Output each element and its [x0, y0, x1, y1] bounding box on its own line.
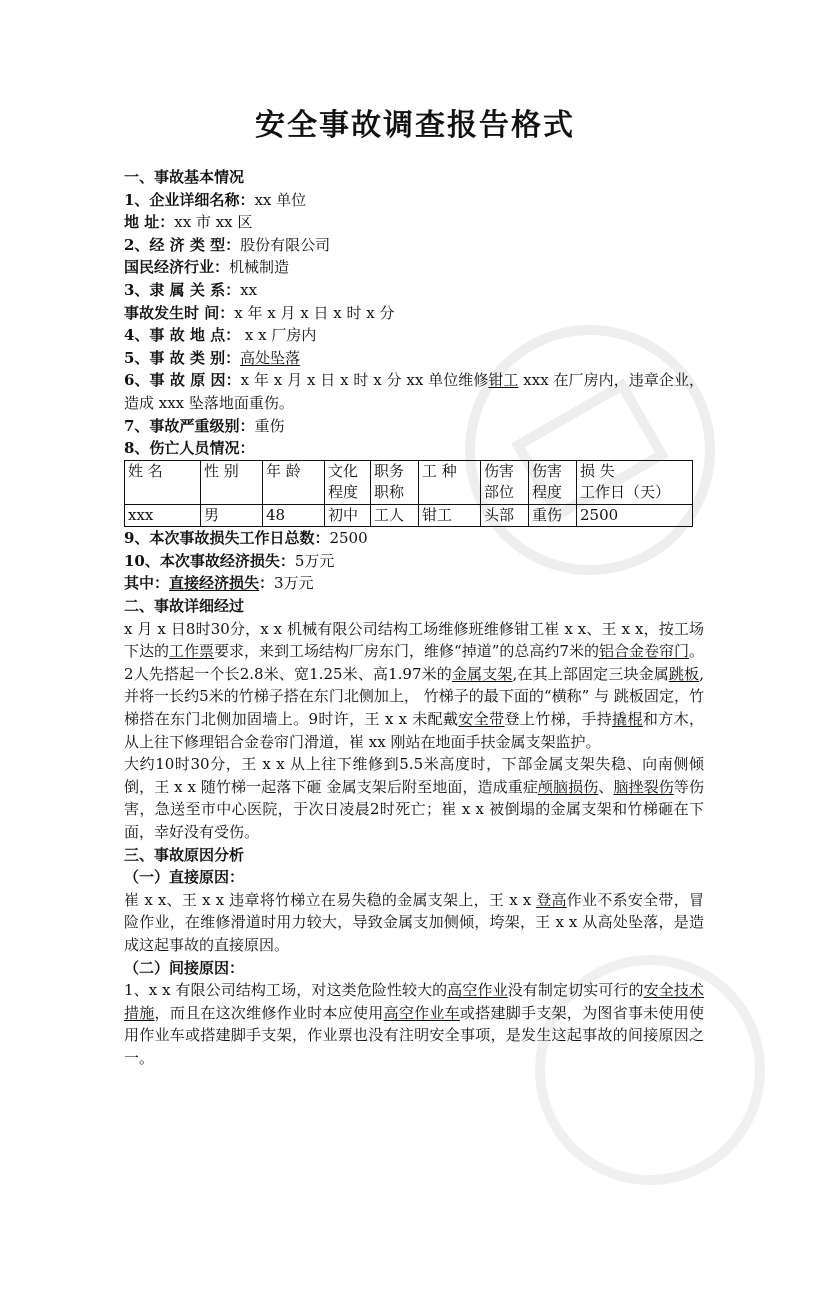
- term-brain-contusion: 脑挫裂伤: [613, 777, 674, 796]
- cause-term: 钳工: [488, 371, 519, 390]
- details-paragraph-2: 大约10时30分，王 x x 从上往下维修到5.5米高度时，下部金属支架失稳、向南侧倾倒，王 x x 随竹梯一起落下砸 金属支架后附至地面，造成重症颅脑损伤、脑挫裂伤等伤害，急送至市中心医院，于次日凌晨2时死亡；崔 x x 被倒塌的金属支架和竹梯砸在下面，幸好没有受伤。: [124, 755, 704, 841]
- field-value: 重伤: [254, 416, 285, 435]
- subheading-indirect-cause: （二）间接原因：: [124, 958, 245, 977]
- table-cell: 2500: [577, 504, 693, 527]
- table-cell: 工人: [371, 504, 419, 527]
- table-header-cell: 伤害 部位: [481, 460, 529, 504]
- field-label: 4、事 故 地 点：: [124, 326, 241, 345]
- field-value: 股份有限公司: [240, 235, 331, 254]
- field-label: 1、企业详细名称：: [124, 190, 255, 209]
- field-label: 6、事 故 原 因：: [124, 371, 241, 390]
- term-safety-belt: 安全带: [458, 709, 505, 728]
- table-header-cell: 伤害 程度: [529, 460, 577, 504]
- field-label: 其中：: [124, 574, 170, 593]
- field-label: 地 址：: [124, 213, 175, 232]
- table-header-cell: 姓 名: [125, 460, 201, 504]
- field-value: x x 厂房内: [240, 326, 317, 345]
- casualty-table: [124, 460, 693, 528]
- field-value: 机械制造: [229, 258, 290, 277]
- field-value: xx: [240, 280, 258, 299]
- field-industry: [124, 256, 704, 279]
- term-aerial-work-vehicle: 高空作业车: [383, 1003, 460, 1022]
- table-header-cell: 文化 程度: [325, 460, 371, 504]
- field-economic-loss: [124, 550, 704, 573]
- document-title: 安全事故调查报告格式: [255, 108, 575, 143]
- field-label: 9、本次事故损失工作日总数：: [124, 529, 330, 548]
- field-label: 事故发生时 间：: [124, 303, 235, 322]
- field-label: ：: [259, 574, 275, 593]
- table-cell: 重伤: [529, 504, 577, 527]
- document-body: [124, 166, 704, 1069]
- table-cell: 初中: [325, 504, 371, 527]
- term-metal-frame: 金属支架: [451, 664, 513, 683]
- section-heading-basic-info: 一、事故基本情况: [124, 168, 245, 186]
- cause-text: x 年 x 月 x 日 x 时 x 分 xx 单位维修: [240, 371, 489, 390]
- section-heading-cause-analysis: 三、事故原因分析: [124, 845, 245, 864]
- direct-cause-paragraph: 崔 x x、王 x x 违章将竹梯立在易失稳的金属支架上，王 x x 登高作业不系安全带，冒险作业，在维修滑道时用力较大，导致金属支加侧倾，垮架，王 x x 从高处坠落，是造成这起事故的直接原因。: [124, 890, 704, 954]
- cause-text: xxx 在厂房内，违章企业，造成 xxx 坠落地面重伤。: [124, 371, 704, 412]
- field-direct-loss: [124, 572, 704, 595]
- term-safety-measures: 安全技术措施: [124, 981, 704, 1022]
- field-value: xx 单位: [254, 190, 307, 209]
- field-economic-type: [124, 234, 704, 257]
- field-enterprise-name: [124, 189, 704, 212]
- field-casualties: [124, 437, 704, 460]
- term-work-ticket: 工作票: [169, 642, 215, 661]
- section-heading-details: 二、事故详细经过: [124, 597, 245, 615]
- table-header-cell: 工 种: [419, 460, 481, 504]
- table-header-row: [125, 460, 693, 504]
- field-value: 3万元: [274, 574, 314, 593]
- field-label: 7、事故严重级别：: [124, 416, 255, 435]
- table-header-cell: 职务 职称: [371, 460, 419, 504]
- field-value: 高处坠落: [240, 348, 301, 367]
- subheading-direct-cause: （一）直接原因：: [124, 868, 245, 887]
- field-value: xx 市 xx 区: [174, 213, 253, 232]
- table-header-cell: 年 龄: [263, 460, 325, 504]
- table-row: [125, 504, 693, 527]
- field-incident-location: [124, 324, 704, 347]
- term-high-altitude-work: 高空作业: [447, 981, 508, 1000]
- field-severity: [124, 415, 704, 438]
- indirect-cause-paragraph: 1、x x 有限公司结构工场，对这类危险性较大的高空作业没有制定切实可行的安全技术措施，而且在这次维修作业时本应使用高空作业车或搭建脚手支架，为图省事未使用使用作业车或搭建脚手支架，作业票也没有注明安全事项，是发生这起事故的间接原因之一。: [124, 981, 704, 1067]
- term-crowbar: 撬棍: [612, 709, 643, 728]
- table-cell: 头部: [481, 504, 529, 527]
- field-incident-cause: [124, 369, 704, 414]
- term-rolling-door: 铝合金卷帘门: [598, 642, 689, 661]
- field-value: x 年 x 月 x 日 x 时 x 分: [234, 303, 395, 322]
- field-label: 5、事 故 类 别：: [124, 348, 241, 367]
- field-label: 10、本次事故经济损失：: [124, 551, 295, 570]
- table-cell: 48: [263, 504, 325, 527]
- term-springboard: 跳板: [668, 664, 700, 683]
- field-label: 8、伤亡人员情况：: [124, 439, 255, 458]
- field-lost-workdays: [124, 527, 704, 550]
- table-cell: 男: [201, 504, 263, 527]
- field-label: 2、经 济 类 型：: [124, 235, 241, 254]
- table-cell: 钳工: [419, 504, 481, 527]
- table-header-cell: 性 别: [201, 460, 263, 504]
- field-value: 5万元: [294, 551, 335, 570]
- field-label-term: 直接经济损失: [169, 574, 260, 593]
- table-header-cell: 损 失 工作日（天）: [577, 460, 693, 504]
- field-value: 2500: [329, 529, 368, 548]
- field-incident-time: [124, 302, 704, 325]
- field-label: 国民经济行业：: [124, 258, 230, 277]
- field-incident-category: [124, 347, 704, 370]
- term-climbing: 登高: [536, 890, 567, 909]
- field-affiliation: [124, 279, 704, 302]
- details-paragraph-1: x 月 x 日8时30分，x x 机械有限公司结构工场维修班维修钳工崔 x x、王 x x，按工场下达的工作票要求，来到工场结构厂房东门，维修“掉道”的总高约7米的铝合金卷帘门。2人先搭起一个长2.8米、宽1.25米、高1.97米的金属支架,在其上部固定三块金属跳板,并将一长约5米的竹梯子搭在东门北侧加上， 竹梯子的最下面的“横称” 与 跳板固定，竹梯搭在东门北侧加固墙上。9时许，王 x x 未配戴安全带登上竹梯，手持撬棍和方木，从上往下修理铝合金卷帘门滑道，崔 xx 刚站在地面手扶金属支架监护。: [124, 619, 704, 751]
- table-cell: xxx: [125, 504, 201, 527]
- field-label: 3、隶 属 关 系：: [124, 280, 241, 299]
- term-brain-injury: 颅脑损伤: [537, 777, 599, 796]
- field-address: [124, 211, 704, 234]
